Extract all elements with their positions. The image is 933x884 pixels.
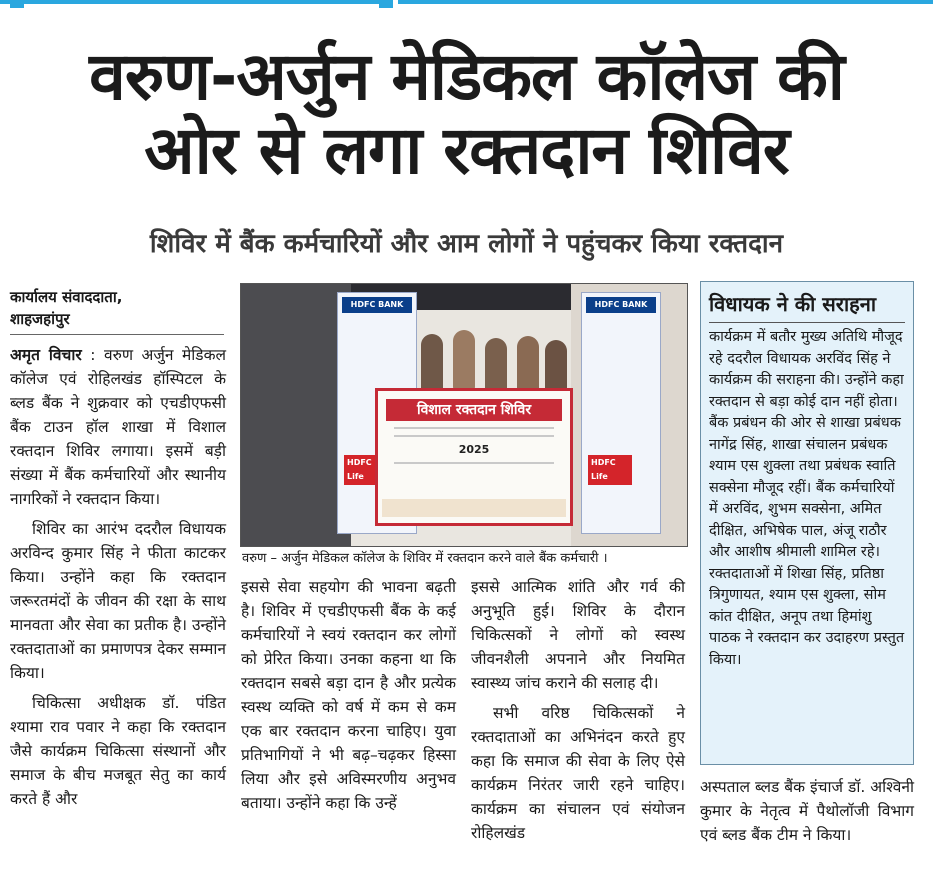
photo-person xyxy=(517,336,539,396)
sidebar-body: कार्यक्रम में बतौर मुख्य अतिथि मौजूद रहे ददरौल विधायक अरविंद सिंह ने कार्यक्रम की सराहना की। उन्होंने कहा रक्तदान से बड़ा कोई दान नहीं होता। बैंक प्रबंधन की ओर से शाखा प्रबंधक नागेंद्र सिंह, शाखा संचालन प्रबंधक श्याम एस शुक्ला तथा प्रबंधक स्वाति सक्सेना मौजूद रहीं। बैंक कर्मचारियों में अरविंद, शुभम सक्सेना, अमित दीक्षित, अभिषेक पाल, अंजू राठौर और आशीष श्रीमाली शामिल रहे। रक्तदाताओं में शिखा सिंह, प्रतिष्ठा त्रिगुणायत, श्याम एस शुक्ला, सोम कांत दीक्षित, अनूप तथा हिमांशु पाठक ने रक्तदान कर उदाहरण प्रस्तुत किया। xyxy=(709,329,905,668)
lead-word: अमृत विचार xyxy=(10,346,82,364)
sidebar-box xyxy=(700,281,914,765)
article-paragraph-5: इससे आत्मिक शांति और गर्व की अनुभूति हुई। शिविर के दौरान चिकित्सकों ने लोगों को स्वस्थ जीवनशैली अपनाने और नियमित स्वास्थ्य जांच कराने की सलाह दी। xyxy=(471,578,685,692)
banner-text-line xyxy=(394,427,554,429)
standee-brand-right: HDFC BANK xyxy=(586,297,656,313)
article-paragraph-7: अस्पताल ब्लड बैंक इंचार्ज डॉ. अश्विनी कुमार के नेतृत्व में पैथोलॉजी विभाग एवं ब्लड बैंक टीम ने किया। xyxy=(700,778,914,844)
sidebar-divider xyxy=(709,322,905,323)
banner-footer xyxy=(382,499,566,517)
photo-background-left xyxy=(241,284,351,546)
byline-divider xyxy=(10,334,224,335)
banner-year: 2025 xyxy=(458,443,490,456)
photo-person xyxy=(453,330,475,390)
article-column-4 xyxy=(700,775,914,847)
subheadline: शिविर में बैंक कर्मचारियों और आम लोगों ने पहुंचकर किया रक्तदान xyxy=(149,229,784,259)
byline xyxy=(10,286,226,330)
headline xyxy=(0,40,933,188)
article-paragraph-3: चिकित्सा अधीक्षक डॉ. पंडित श्यामा राव पवार ने कहा कि रक्तदान जैसे कार्यक्रम चिकित्सा संस्थानों और समाज के बीच मजबूत सेतु का कार्य करते हैं और xyxy=(10,694,226,808)
article-paragraph-4: इससे सेवा सहयोग की भावना बढ़ती है। शिविर में एचडीएफसी बैंक के कई कर्मचारियों ने स्वयं रक्तदान कर लोगों को प्रेरित किया। उनका कहना था कि रक्तदान सबसे बड़ा दान है और प्रत्येक स्वस्थ व्यक्ति को वर्ष में कम से कम एक बार रक्तदान करना चाहिए। युवा प्रतिभागियों ने भी बढ़–चढ़कर हिस्सा लिया और इसे अविस्मरणीय अनुभव बताया। उन्होंने कहा कि उन्हें xyxy=(241,578,456,812)
article-column-2 xyxy=(241,575,456,821)
banner-title: विशाल रक्तदान शिविर xyxy=(386,399,562,421)
headline-line-2: ओर से लगा रक्तदान शिविर xyxy=(144,112,789,189)
sidebar-title: विधायक ने की सराहना xyxy=(709,292,877,316)
top-accent-notch xyxy=(379,0,393,8)
top-accent-bar-right xyxy=(398,0,933,4)
standee-brand-left: HDFC BANK xyxy=(342,297,412,313)
byline-place: शाहजहांपुर xyxy=(10,310,70,328)
article-paragraph-1-text: : वरुण अर्जुन मेडिकल कॉलेज एवं रोहिलखंड हॉस्पिटल के ब्लड बैंक ने शुक्रवार को एचडीएफसी बैंक टाउन हॉल शाखा में विशाल रक्तदान शिविर लगाया। इसमें बड़ी संख्या में बैंक कर्मचारियों और स्थानीय नागरिकों ने रक्तदान किया। xyxy=(10,346,226,508)
hdfc-standee-right xyxy=(581,292,661,534)
article-column-3 xyxy=(471,575,685,851)
blood-donation-banner xyxy=(375,388,573,526)
top-accent-notch-left xyxy=(10,0,24,8)
article-paragraph-2: शिविर का आरंभ ददरौल विधायक अरविन्द कुमार सिंह ने फीता काटकर किया। उन्होंने कहा कि रक्तदान जरूरतमंदों के जीवन की रक्षा के साथ मानवता और सेवा का प्रतीक है। उन्होंने रक्तदाताओं का प्रमाणपत्र देकर सम्मान किया। xyxy=(10,520,226,682)
article-column-1 xyxy=(10,343,226,817)
byline-reporter: कार्यालय संवाददाता, xyxy=(10,288,123,306)
headline-line-1: वरुण-अर्जुन मेडिकल कॉलेज की xyxy=(89,38,844,115)
banner-text-line xyxy=(394,435,554,437)
news-photo xyxy=(240,283,688,547)
article-paragraph-6: सभी वरिष्ठ चिकित्सकों ने रक्तदाताओं का अभिनंदन करते हुए कहा कि समाज की सेवा के लिए ऐसे कार्यक्रम निरंतर जारी रहने चाहिए। कार्यक्रम का संचालन एवं संयोजन रोहिलखंड xyxy=(471,704,685,842)
hdfc-life-logo-left: HDFC Life xyxy=(344,455,388,485)
top-accent-bar-left xyxy=(0,0,390,4)
photo-caption: वरुण – अर्जुन मेडिकल कॉलेज के शिविर में रक्तदान करने वाले बैंक कर्मचारी । xyxy=(242,551,608,566)
article-paragraph-1 xyxy=(10,343,226,511)
photo-person xyxy=(421,334,443,394)
hdfc-life-logo-right: HDFC Life xyxy=(588,455,632,485)
banner-text-line xyxy=(394,462,554,464)
